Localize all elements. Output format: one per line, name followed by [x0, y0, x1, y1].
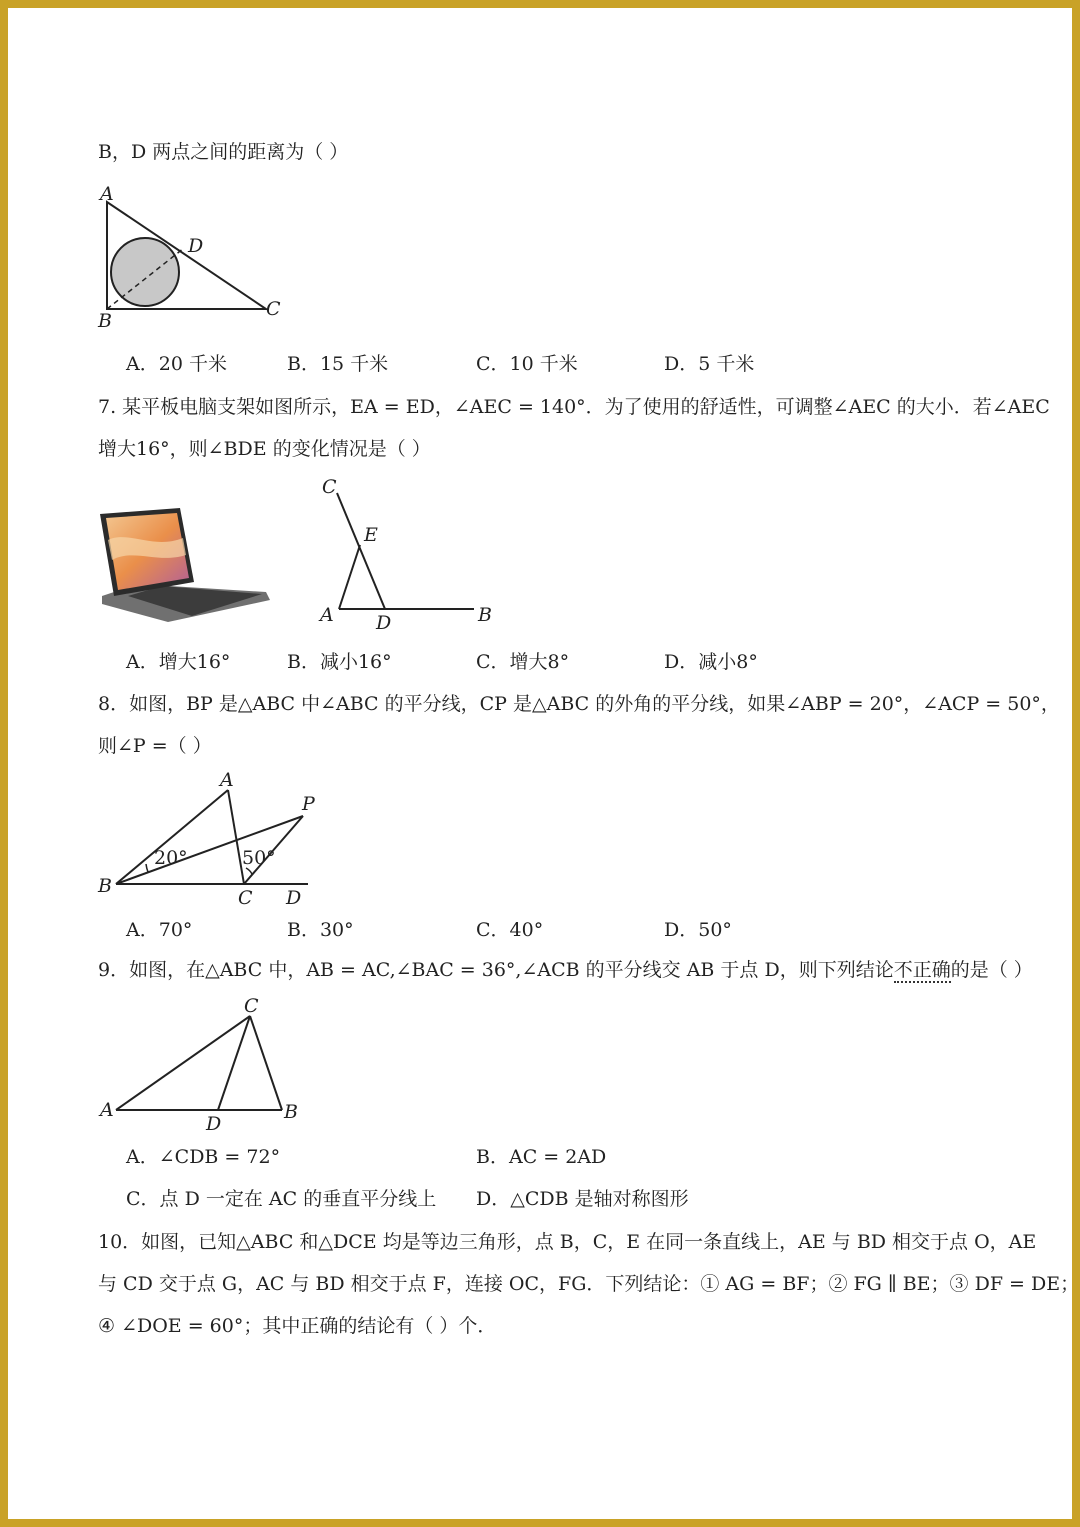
q7-stem-line2: 增大16°，则∠BDE 的变化情况是（ ）	[98, 438, 431, 460]
q8-option-c[interactable]: C．40°	[476, 919, 544, 941]
q9-stem: 9．如图，在△ABC 中，AB = AC,∠BAC = 36°,∠ACB 的平分线交 AB 于点 D，则下列结论不正确的是（ ）	[98, 959, 1033, 981]
q6-stem: B，D 两点之间的距离为（ ）	[98, 141, 349, 163]
q7-figure	[316, 475, 496, 635]
q6-label-b: B	[98, 310, 112, 332]
q8-label-a: A	[220, 769, 234, 791]
q9-label-c: C	[244, 995, 259, 1017]
q7-option-a[interactable]: A．增大16°	[126, 651, 231, 673]
q6-figure	[96, 180, 296, 330]
q9-option-d[interactable]: D．△CDB 是轴对称图形	[476, 1188, 689, 1210]
q8-label-b: B	[98, 875, 112, 897]
q9-label-a: A	[100, 1099, 114, 1121]
q6-option-a[interactable]: A．20 千米	[126, 353, 227, 375]
q9-label-d: D	[206, 1113, 222, 1135]
q8-option-b[interactable]: B．30°	[287, 919, 354, 941]
q6-label-c: C	[266, 298, 281, 320]
q6-option-b[interactable]: B．15 千米	[287, 353, 389, 375]
q8-angle-50: 50°	[242, 847, 276, 869]
q7-label-a: A	[320, 604, 334, 626]
q8-label-d: D	[286, 887, 302, 909]
q7-option-c[interactable]: C．增大8°	[476, 651, 570, 673]
q7-option-b[interactable]: B．减小16°	[287, 651, 392, 673]
q6-circle	[111, 238, 179, 306]
q8-option-d[interactable]: D．50°	[664, 919, 732, 941]
q9-option-b[interactable]: B．AC = 2AD	[476, 1146, 607, 1168]
q7-label-d: D	[376, 612, 392, 634]
q9-figure	[96, 994, 316, 1134]
q9-label-b: B	[284, 1101, 298, 1123]
q8-label-p: P	[302, 793, 315, 815]
q7-label-e: E	[364, 524, 378, 546]
q7-option-d[interactable]: D．减小8°	[664, 651, 758, 673]
q8-stem-line1: 8．如图，BP 是△ABC 中∠ABC 的平分线，CP 是△ABC 的外角的平分线，如果∠ABP = 20°，∠ACP = 50°，	[98, 693, 1060, 715]
tablet-image	[98, 500, 274, 624]
q7-label-b: B	[478, 604, 492, 626]
q7-label-c: C	[322, 476, 337, 498]
q9-option-c[interactable]: C．点 D 一定在 AC 的垂直平分线上	[126, 1188, 437, 1210]
q9-option-a[interactable]: A．∠CDB = 72°	[126, 1146, 281, 1168]
q8-stem-line2: 则∠P =（ ）	[98, 735, 212, 757]
q6-option-d[interactable]: D．5 千米	[664, 353, 755, 375]
q6-option-c[interactable]: C．10 千米	[476, 353, 578, 375]
q8-angle-20: 20°	[154, 847, 188, 869]
q10-stem-line3: ④ ∠DOE = 60°；其中正确的结论有（ ）个．	[98, 1315, 497, 1337]
q8-figure	[96, 768, 326, 908]
q10-stem-line2: 与 CD 交于点 G，AC 与 BD 相交于点 F，连接 OC，FG．下列结论：① AG = BF；② FG ∥ BE；③ DF = DE；	[98, 1273, 1080, 1295]
q8-option-a[interactable]: A．70°	[126, 919, 193, 941]
q8-label-c: C	[238, 887, 253, 909]
q9-emphasis: 不正确	[893, 959, 951, 981]
q6-label-d: D	[188, 235, 204, 257]
q7-stem-line1: 7. 某平板电脑支架如图所示，EA = ED，∠AEC = 140°．为了使用的舒适性，可调整∠AEC 的大小．若∠AEC	[98, 396, 1050, 418]
q6-label-a: A	[100, 183, 114, 205]
q10-stem-line1: 10．如图，已知△ABC 和△DCE 均是等边三角形，点 B，C，E 在同一条直线上，AE 与 BD 相交于点 O，AE	[98, 1231, 1037, 1253]
